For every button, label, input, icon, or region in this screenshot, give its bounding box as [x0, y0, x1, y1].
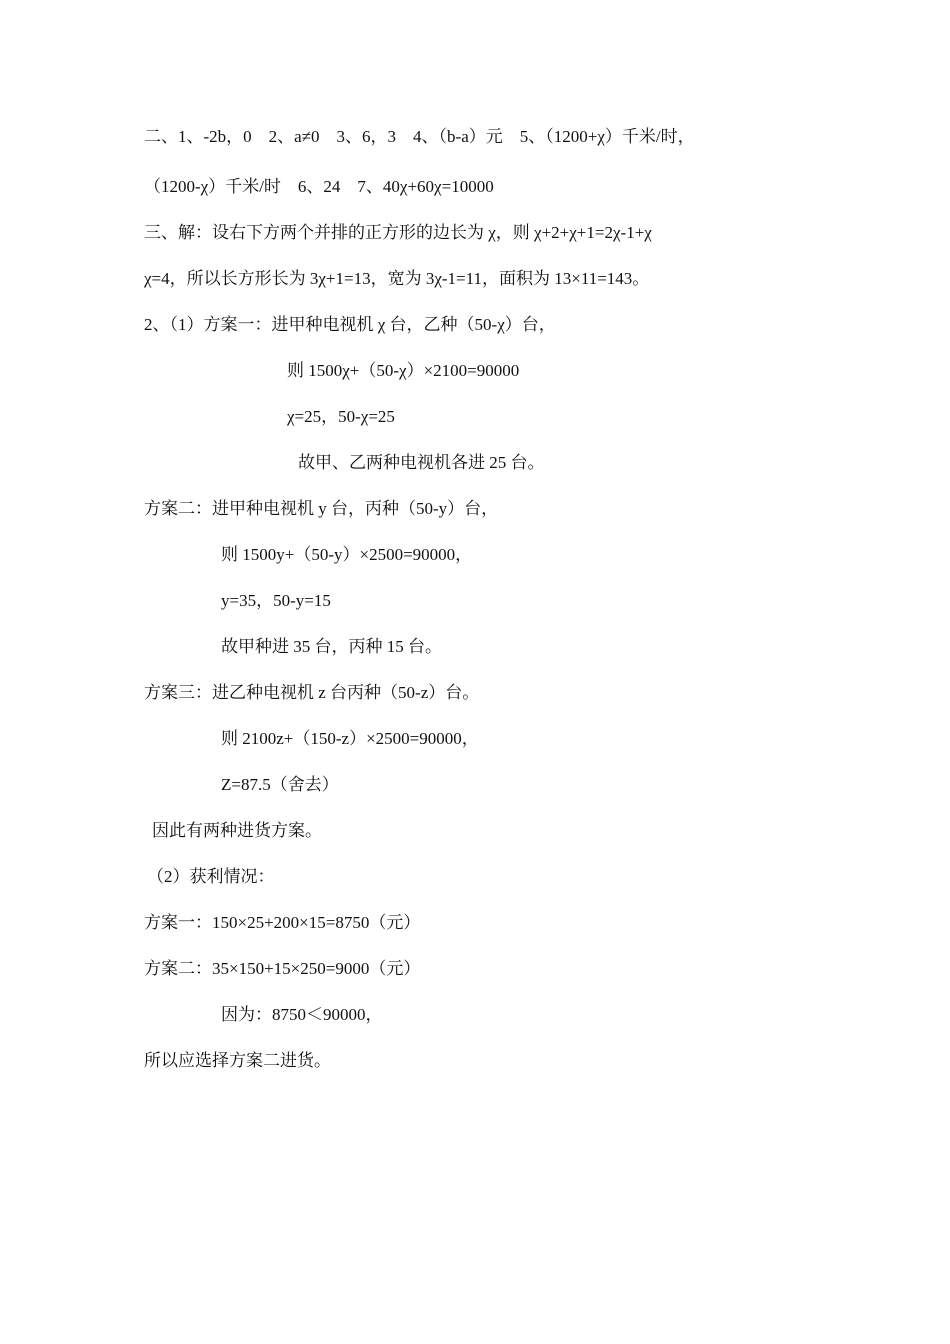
plans-summary: 因此有两种进货方案。: [152, 821, 322, 840]
plan-three-solution: Z=87.5（舍去）: [221, 775, 339, 794]
plan-one-conclusion: 故甲、乙两种电视机各进 25 台。: [298, 453, 545, 472]
plan-two-heading: 方案二：进甲种电视机 y 台，丙种（50-y）台，: [144, 499, 499, 518]
profit-comparison: 因为：8750＜90000，: [221, 1005, 383, 1024]
plan-one-heading: 2、（1）方案一：进甲种电视机 χ 台，乙种（50-χ）台，: [144, 315, 556, 334]
final-conclusion: 所以应选择方案二进货。: [144, 1051, 331, 1070]
profit-plan-two: 方案二：35×150+15×250=9000（元）: [144, 959, 421, 978]
profit-plan-one: 方案一：150×25+200×15=8750（元）: [144, 913, 421, 932]
answer-line-section-2-cont: （1200-χ）千米/时 6、24 7、40χ+60χ=10000: [144, 177, 494, 196]
answer-line-section-3: 三、解：设右下方两个并排的正方形的边长为 χ，则 χ+2+χ+1=2χ-1+χ: [144, 223, 652, 242]
profit-heading: （2）获利情况：: [147, 867, 275, 886]
plan-three-equation: 则 2100z+（150-z）×2500=90000，: [221, 729, 479, 748]
answer-line-section-2: 二、1、-2b，0 2、a≠0 3、6，3 4、（b-a）元 5、（1200+χ）千米/时，: [144, 127, 695, 146]
plan-two-conclusion: 故甲种进 35 台，丙种 15 台。: [221, 637, 442, 656]
plan-one-equation: 则 1500χ+（50-χ）×2100=90000: [287, 361, 520, 380]
plan-three-heading: 方案三：进乙种电视机 z 台丙种（50-z）台。: [144, 683, 480, 702]
answer-line-section-3-result: χ=4，所以长方形长为 3χ+1=13，宽为 3χ-1=11，面积为 13×11=143。: [144, 269, 650, 288]
plan-two-equation: 则 1500y+（50-y）×2500=90000，: [221, 545, 473, 564]
plan-one-solution: χ=25，50-χ=25: [287, 407, 395, 426]
plan-two-solution: y=35，50-y=15: [221, 591, 331, 610]
